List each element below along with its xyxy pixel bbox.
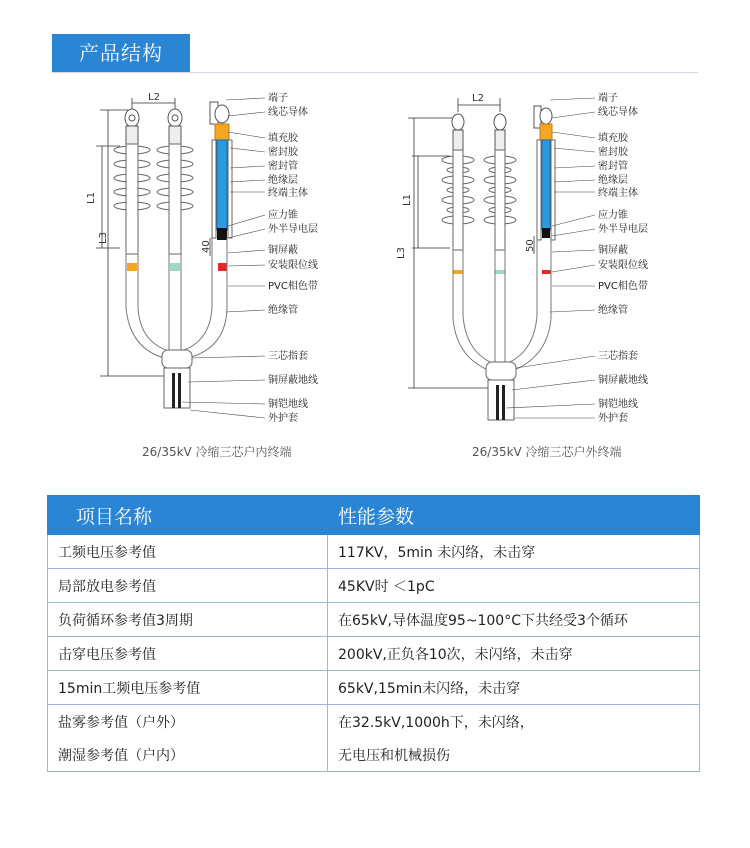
outdoor-label-stress-cone: 应力锥	[598, 210, 628, 221]
row-value: 无电压和机械损伤	[328, 738, 700, 772]
outdoor-dim-l1: L1	[402, 194, 413, 206]
row-value: 45KV时 ＜1pC	[328, 569, 700, 603]
table-row	[48, 637, 700, 671]
table-row	[48, 671, 700, 705]
row-label: 击穿电压参考值	[48, 637, 328, 671]
table-row	[48, 569, 700, 603]
row-label: 负荷循环参考值3周期	[48, 603, 328, 637]
section-title: 产品结构	[52, 34, 190, 72]
indoor-dim-l2: L2	[148, 92, 160, 103]
outdoor-label-filler: 填充胶	[598, 133, 628, 144]
outdoor-label-semicon: 外半导电层	[598, 224, 648, 235]
indoor-label-body: 终端主体	[268, 188, 308, 199]
row-label: 局部放电参考值	[48, 569, 328, 603]
indoor-label-insulation: 绝缘层	[268, 175, 298, 186]
indoor-label-copper-shield: 铜屏蔽	[268, 245, 298, 256]
outdoor-dim-l2: L2	[472, 93, 484, 104]
row-label: 工频电压参考值	[48, 535, 328, 569]
table-row	[48, 705, 700, 739]
outdoor-label-limit-line: 安装限位线	[598, 260, 648, 271]
outdoor-label-pvc-tape: PVC相色带	[598, 281, 648, 292]
outdoor-label-copper-shield: 铜屏蔽	[598, 245, 628, 256]
outdoor-dim-d: 50	[525, 239, 536, 252]
row-value: 117KV，5min 未闪络，未击穿	[328, 535, 700, 569]
outdoor-label-shield-ground: 铜屏蔽地线	[598, 375, 648, 386]
outdoor-dim-l3: L3	[396, 247, 407, 259]
indoor-label-semicon: 外半导电层	[268, 224, 318, 235]
indoor-label-breakout: 三芯指套	[268, 351, 308, 362]
table-row	[48, 738, 700, 772]
indoor-label-limit-line: 安装限位线	[268, 260, 318, 271]
row-value: 在32.5kV,1000h下，未闪络，	[328, 705, 700, 739]
indoor-dim-l1: L1	[86, 192, 97, 204]
indoor-label-stress-cone: 应力锥	[268, 210, 298, 221]
indoor-label-shield-ground: 铜屏蔽地线	[268, 375, 318, 386]
outdoor-label-armor-ground: 铜铠地线	[598, 399, 638, 410]
table-row	[48, 535, 700, 569]
outdoor-termination-drawing	[396, 91, 648, 459]
outdoor-label-seal-tube: 密封管	[598, 161, 628, 172]
indoor-label-filler: 填充胶	[268, 133, 298, 144]
outdoor-label-sheath: 外护套	[598, 413, 628, 424]
indoor-dim-d: 40	[201, 240, 212, 253]
indoor-label-pvc-tape: PVC相色带	[268, 281, 318, 292]
outdoor-label-body: 终端主体	[598, 188, 638, 199]
outdoor-label-insul-tube: 绝缘管	[598, 305, 628, 316]
outdoor-label-conductor: 线芯导体	[598, 107, 638, 118]
indoor-dim-l3: L3	[98, 232, 109, 244]
row-label: 15min工频电压参考值	[48, 671, 328, 705]
table-row	[48, 603, 700, 637]
row-value: 200kV,正负各10次，未闪络，未击穿	[328, 637, 700, 671]
indoor-label-insul-tube: 绝缘管	[268, 305, 298, 316]
indoor-label-conductor: 线芯导体	[268, 107, 308, 118]
title-divider	[52, 72, 698, 73]
row-label: 盐雾参考值（户外）	[48, 705, 328, 739]
outdoor-label-insulation: 绝缘层	[598, 175, 628, 186]
indoor-label-sealant: 密封胶	[268, 147, 298, 158]
row-label: 潮湿参考值（户内）	[48, 738, 328, 772]
row-value: 在65kV,导体温度95~100°C下共经受3个循环	[328, 603, 700, 637]
outdoor-label-terminal: 端子	[598, 93, 618, 104]
indoor-caption: 26/35kV 冷缩三芯户内终端	[142, 445, 292, 459]
indoor-label-seal-tube: 密封管	[268, 161, 298, 172]
structure-diagrams	[60, 88, 660, 473]
outdoor-label-sealant: 密封胶	[598, 147, 628, 158]
row-value: 65kV,15min未闪络，未击穿	[328, 671, 700, 705]
table-header-row	[48, 496, 700, 535]
indoor-label-armor-ground: 铜铠地线	[268, 399, 308, 410]
outdoor-caption: 26/35kV 冷缩三芯户外终端	[472, 445, 622, 459]
indoor-label-sheath: 外护套	[268, 413, 298, 424]
performance-table	[47, 495, 700, 772]
outdoor-label-breakout: 三芯指套	[598, 351, 638, 362]
indoor-label-terminal: 端子	[268, 93, 288, 104]
indoor-termination-drawing	[86, 91, 318, 459]
header-parameters: 性能参数	[328, 496, 700, 535]
header-item-name: 项目名称	[48, 496, 328, 535]
